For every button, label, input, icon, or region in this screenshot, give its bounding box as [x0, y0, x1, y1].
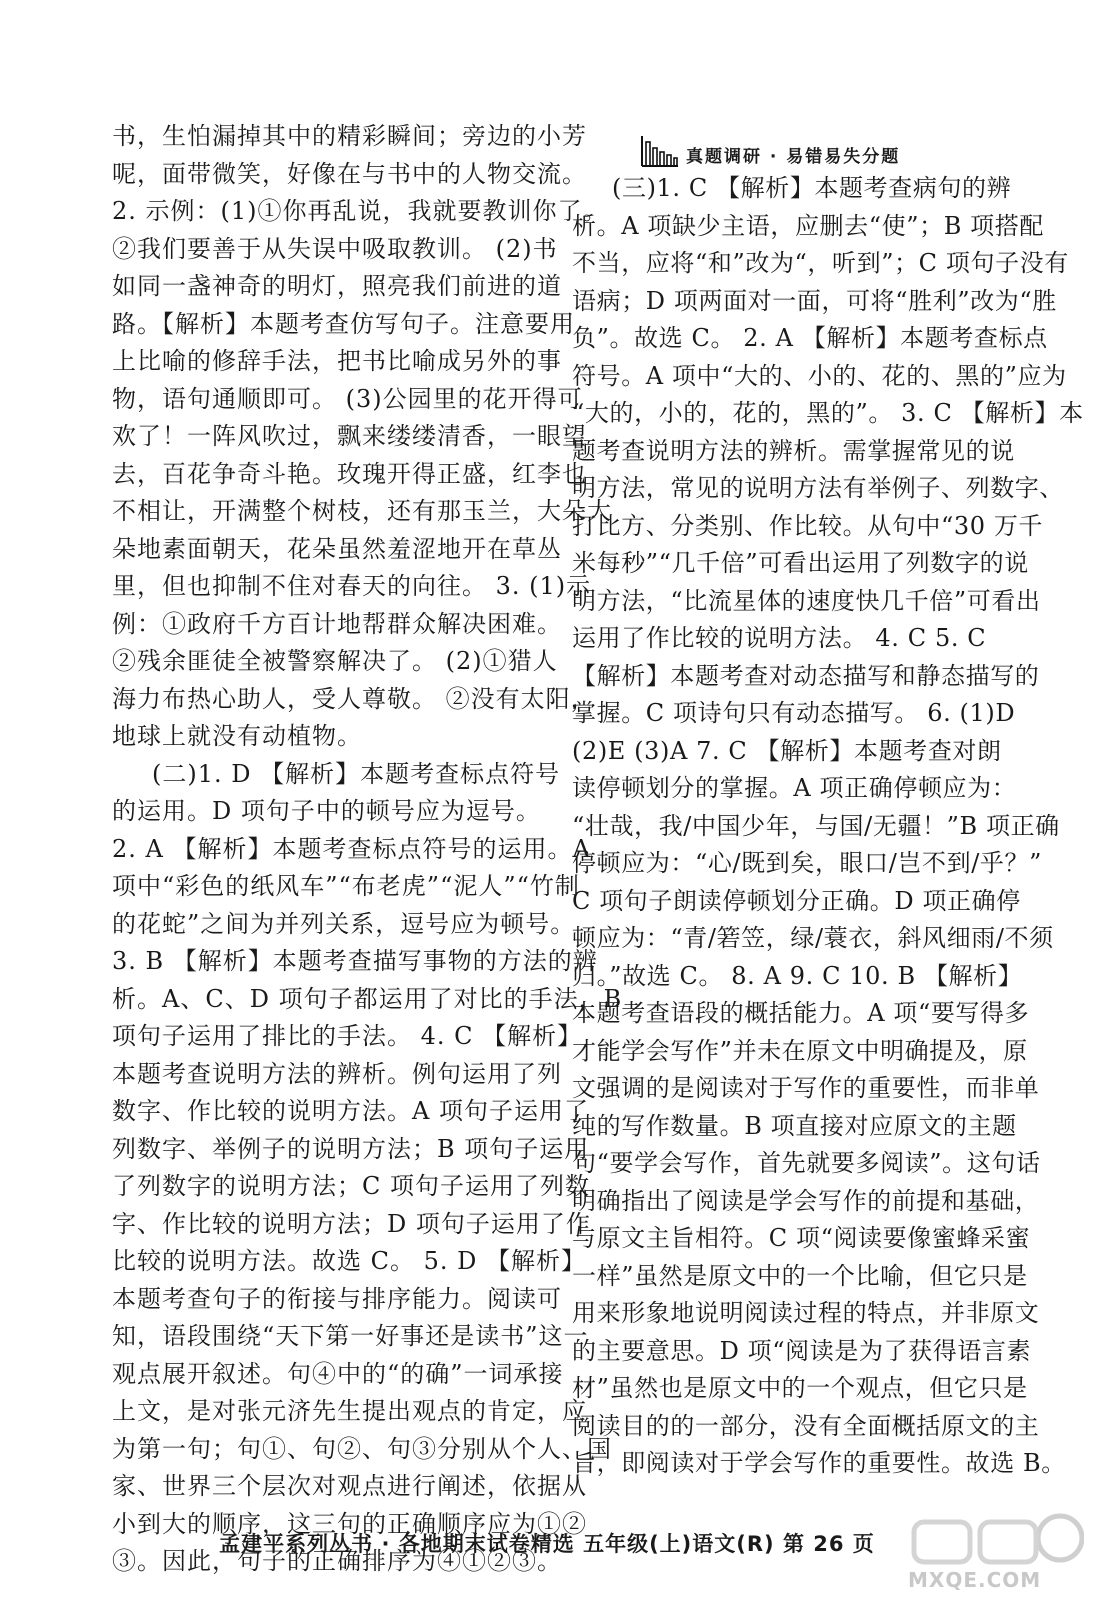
text-line: 用来形象地说明阅读过程的特点，并非原文	[572, 1299, 1040, 1327]
text-line: 题考查说明方法的辨析。需掌握常见的说	[572, 436, 1015, 465]
text-line: 本题考查说明方法的辨析。例句运用了列	[112, 1059, 562, 1088]
text-line: 呢，面带微笑，好像在与书中的人物交流。	[112, 159, 587, 188]
text-line: 负”。故选 C。 2. A 【解析】本题考查标点	[572, 324, 1048, 352]
text-line: ②我们要善于从失误中吸取教训。 (2)书	[112, 234, 558, 263]
text-line: 析。A、C、D 项句子都运用了对比的手法，B	[112, 984, 623, 1013]
watermark-logo	[904, 1508, 1084, 1594]
text-line: 顿应为：“青/箬笠，绿/蓑衣，斜风细雨/不须	[572, 924, 1054, 952]
text-line: 的主要意思。D 项“阅读是为了获得语言素	[572, 1336, 1032, 1365]
text-line: 的运用。D 项句子中的顿号应为逗号。	[112, 797, 541, 825]
text-line: 才能学会写作”并未在原文中明确提及，原	[572, 1036, 1028, 1065]
text-line: 不当，应将“和”改为“，听到”；C 项句子没有	[572, 249, 1069, 277]
text-line: 不相让，开满整个树枝，还有那玉兰，大朵大	[112, 497, 612, 525]
text-line: 【解析】本题考查对动态描写和静态描写的	[572, 661, 1040, 690]
text-line: 米每秒”“几千倍”可看出运用了列数字的说	[572, 549, 1029, 577]
text-line: 观点展开叙述。句④中的“的确”一词承接	[112, 1359, 564, 1388]
text-line: 数字、作比较的说明方法。A 项句子运用了	[112, 1097, 589, 1125]
text-line: 本题考查句子的衔接与排序能力。阅读可	[112, 1284, 562, 1313]
text-line: 上文，是对张元济先生提出观点的肯定，应	[112, 1397, 587, 1425]
text-line: 归。”故选 C。 8. A 9. C 10. B 【解析】	[572, 961, 1023, 990]
section-title: 真题调研 · 易错易失分题	[686, 147, 901, 167]
page-footer: 孟建平系列丛书 · 各地期末试卷精选 五年级(上)语文(R) 第 26 页	[219, 1532, 875, 1556]
text-line: 本题考查语段的概括能力。A 项“要写得多	[572, 999, 1030, 1027]
text-line: 与原文主旨相符。C 项“阅读要像蜜蜂采蜜	[572, 1224, 1031, 1252]
section-header	[640, 132, 900, 168]
text-line: 项中“彩色的纸风车”“布老虎”“泥人”“竹制	[112, 872, 580, 900]
text-line: 句“要学会写作，首先就要多阅读”。这句话	[572, 1149, 1041, 1177]
text-line: 朵地素面朝天，花朵虽然羞涩地开在草丛	[112, 534, 562, 563]
text-line: 里，但也抑制不住对春天的向往。 3. (1)示	[112, 572, 592, 600]
text-line: 项句子运用了排比的手法。 4. C 【解析】	[112, 1022, 583, 1050]
text-line: 2. A 【解析】本题考查标点符号的运用。A	[112, 834, 591, 863]
text-line: C 项句子朗读停顿划分正确。D 项正确停	[572, 886, 1021, 915]
text-line: 欢了！一阵风吹过，飘来缕缕清香，一眼望	[112, 422, 587, 450]
watermark-text: MXQE.COM	[908, 1568, 1042, 1592]
text-line: 如同一盏神奇的明灯，照亮我们前进的道	[112, 272, 562, 300]
text-line: 材”虽然也是原文中的一个观点，但它只是	[572, 1374, 1028, 1402]
text-line: 例：①政府千方百计地帮群众解决困难。	[112, 609, 562, 638]
text-line: 比较的说明方法。故选 C。 5. D 【解析】	[112, 1247, 587, 1275]
text-line: 符号。A 项中“大的、小的、花的、黑的”应为	[572, 361, 1067, 390]
text-line: 2. 示例：(1)①你再乱说，我就要教训你了。	[112, 197, 608, 225]
text-line: 阅读目的的一部分，没有全面概括原文的主	[572, 1411, 1040, 1440]
text-line: (二)1. D 【解析】本题考查标点符号	[152, 759, 561, 788]
text-line: 地球上就没有动植物。	[112, 722, 362, 750]
text-line: 的花蛇”之间为并列关系，逗号应为顿号。	[112, 909, 576, 938]
text-line: 明方法，常见的说明方法有举例子、列数字、	[572, 474, 1064, 502]
text-line: 列数字、举例子的说明方法；B 项句子运用	[112, 1134, 590, 1163]
left-column	[112, 118, 623, 1581]
text-line: 小到大的顺序，这三句的正确顺序应为①②	[112, 1509, 587, 1538]
text-line: ③。因此，句子的正确排序为④①②③。	[112, 1547, 562, 1575]
text-line: 海力布热心助人，受人尊敬。 ②没有太阳，	[112, 684, 596, 713]
text-line: 字、作比较的说明方法；D 项句子运用了作	[112, 1209, 591, 1238]
text-line: 打比方、分类别、作比较。从句中“30 万千	[572, 511, 1044, 540]
text-line: 3. B 【解析】本题考查描写事物的方法的辨	[112, 947, 598, 975]
text-line: 明方法，“比流星体的速度快几千倍”可看出	[572, 586, 1041, 615]
text-line: 停顿应为：“心/既到矣，眼口/岂不到/乎？”	[572, 849, 1042, 877]
text-line: 掌握。C 项诗句只有动态描写。 6. (1)D	[572, 699, 1016, 727]
text-line: 去，百花争奇斗艳。玫瑰开得正盛，红李也	[112, 459, 587, 488]
text-line: 文强调的是阅读对于写作的重要性，而非单	[572, 1074, 1040, 1102]
text-line: 物，语句通顺即可。 (3)公园里的花开得可	[112, 384, 583, 413]
right-column	[572, 170, 1084, 1483]
text-line: 明确指出了阅读是学会写作的前提和基础，	[572, 1186, 1040, 1215]
text-line: 析。A 项缺少主语，应删去“使”；B 项搭配	[572, 211, 1044, 240]
text-line: 路。【解析】本题考查仿写句子。注意要用	[112, 309, 575, 338]
text-line: ②残余匪徒全被警察解决了。 (2)①猎人	[112, 647, 558, 675]
text-line: 纯的写作数量。B 项直接对应原文的主题	[572, 1111, 1017, 1140]
text-line: “大的，小的，花的，黑的”。 3. C 【解析】本	[572, 399, 1084, 427]
text-line: 旨，即阅读对于学会写作的重要性。故选 B。	[572, 1449, 1066, 1477]
text-line: 上比喻的修辞手法，把书比喻成另外的事	[112, 347, 562, 375]
text-line: 知，语段围绕“天下第一好事还是读书”这一	[112, 1322, 589, 1350]
text-line: 书，生怕漏掉其中的精彩瞬间；旁边的小芳	[112, 122, 587, 150]
text-line: 家、世界三个层次对观点进行阐述，依据从	[112, 1472, 587, 1500]
bar-chart-icon	[640, 134, 680, 168]
text-line: “壮哉，我/中国少年，与国/无疆！”B 项正确	[572, 811, 1060, 840]
text-line: 了列数字的说明方法；C 项句子运用了列数	[112, 1172, 590, 1200]
text-line: (三)1. C 【解析】本题考查病句的辨	[612, 174, 1012, 202]
text-line: 运用了作比较的说明方法。 4. C 5. C	[572, 624, 987, 652]
text-line: 为第一句；句①、句②、句③分别从个人、国	[112, 1434, 612, 1463]
text-line: 语病；D 项两面对一面，可将“胜利”改为“胜	[572, 286, 1057, 315]
text-line: 一样”虽然是原文中的一个比喻，但它只是	[572, 1261, 1028, 1290]
text-line: 读停顿划分的掌握。A 项正确停顿应为：	[572, 774, 1017, 802]
text-line: (2)E (3)A 7. C 【解析】本题考查对朗	[572, 736, 1002, 765]
